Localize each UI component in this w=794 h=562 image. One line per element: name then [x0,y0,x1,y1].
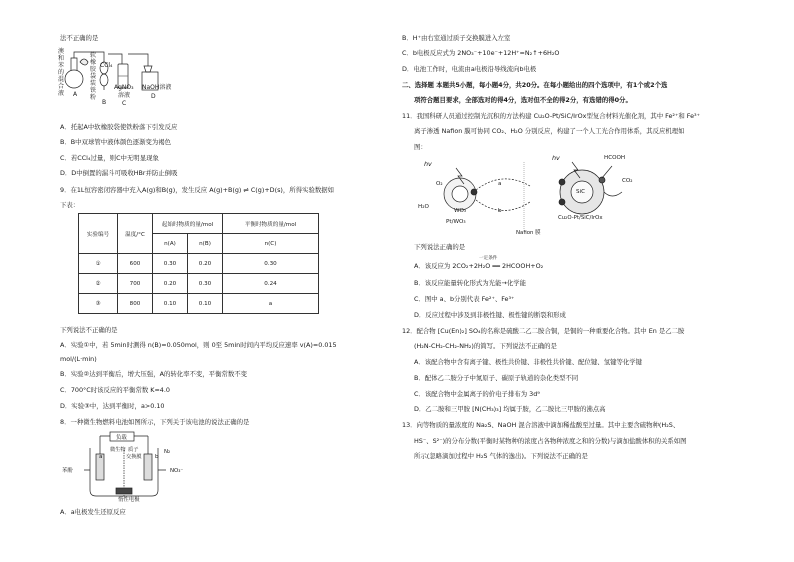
ion-a-label: a [498,181,502,187]
table-cell: 0.10 [153,294,188,314]
solution-label: 溶液 [118,92,131,99]
table-cell: 0.10 [188,294,223,314]
q13-stem-line3: 所示(忽略滴加过程中 H₂S 气体的逸出)。下列说法不正确的是 [414,452,588,460]
membrane-label-2: 交换膜 [126,454,142,460]
letter-b: B [102,99,107,106]
table-cell: 0.24 [223,274,319,294]
q12-option-a: A．该配合物中含有离子键、极性共价键、非极性共价键、配位键、氢键等化学键 [414,358,643,366]
reagent-a-char: 液 [58,90,65,97]
membrane-label-1: 质子 [128,447,139,453]
q12-option-b: B．配体乙二胺分子中氮原子、碳原子轨道的杂化类型不同 [414,374,579,382]
q12-stem-line2: (H₂N-CH₂-CH₂-NH₂)的简写。下列说法不正确的是 [414,342,557,350]
nafion-label: Nafion 膜 [516,230,541,236]
sic-label: SiC [576,189,586,195]
hv-left-label: hv [424,160,432,168]
q13-stem-line1: 13．向等物质的量浓度的 Na₂S、NaOH 混合溶液中滴加稀盐酸至过量。其中主要含硫物种(H₂S、 [402,421,680,429]
q11-option-b: B．该反应能量转化形式为光能→化学能 [414,279,526,287]
section-2-heading: 二、选择题 本题共5小题，每小题4分，共20分。在每小题给出的四个选项中，有1个或2个选 [402,81,668,89]
inert-electrode-label: 惰性电极 [118,497,140,503]
table-cell: 0.20 [188,254,223,274]
table-subheader: n(C) [223,234,319,254]
n2-label: N₂ [164,449,171,455]
section-2-heading-cont: 项符合题目要求，全部选对的得4分，选对但不全的得2分，有选错的得0分。 [414,96,632,104]
rubber-bag-char: 铁 [90,87,97,94]
table-cell: 600 [118,254,153,274]
table-cell: 0.30 [153,254,188,274]
table-header-id: 实验编号 [79,214,118,254]
q7-option-c: C．若CCl₄过量，则C中无明显现象 [60,154,159,162]
letter-a: A [73,91,78,98]
q12-option-c: C．该配合物中金属离子的价电子排布为 3d⁹ [414,390,540,398]
table-cell: ② [79,274,118,294]
microbe-label: 微生物 [110,447,126,453]
nitrate-label: NO₃⁻ [170,468,184,474]
rubber-bag-char: 装 [90,80,97,87]
flask-a-shape [65,70,83,88]
q7-intro: 法不正确的是 [60,34,99,42]
ccl4-label: CCl₄ [100,62,113,69]
q11-stem-line2: 离子渗透 Nafion 膜可协同 CO₂、H₂O 分别反应，构建了一个人工光合作用体系，其反应机理如 [414,127,685,135]
q9-stem-line1: 9．在1L恒容密闭容器中充入A(g)和B(g)，发生反应 A(g)+B(g) ⇌ C(g)+D(s)，所得实验数据如 [60,186,335,194]
reagent-a-char: 合 [58,83,65,90]
q9-option-c: C．700°C时该反应的平衡常数 K=4.0 [60,386,170,394]
rubber-bag-label [90,52,98,101]
letter-c: C [122,100,127,107]
q7-option-b: B．B中双球管中液体颜色逐渐变为褐色 [60,138,172,146]
catalyst-label: Cu₂O-Pt/SiC/IrOx [558,215,603,221]
pt-wo3-label: Pt/WO₃ [446,219,466,225]
rubber-bag-char: 橡 [90,59,97,66]
table-cell: 0.30 [188,274,223,294]
q11-option-c: C．图中 a、b分别代表 Fe²⁺、Fe³⁺ [414,295,515,303]
hcooh-label: HCOOH [604,155,626,161]
left-column [58,0,388,562]
naoh-label: NaOH溶液 [142,84,172,91]
q9-option-a: A．实验①中，若 5min时测得 n(B)=0.050mol，则 0至 5min时间内平均反应速率 v(A)=0.015 [60,341,337,349]
right-column [402,0,747,562]
q11-ask: 下列说法正确的是 [414,243,466,251]
q9-option-b: B．实验②达到平衡后，增大压强，A的转化率不变，平衡常数不变 [60,370,248,378]
reagent-a-char: 混 [58,76,65,83]
table-row [79,254,319,274]
rubber-bag-char: 袋 [90,73,97,80]
rubber-bag-char: 胶 [90,66,97,73]
table-cell: a [223,294,319,314]
q8-option-d: D．电池工作时，电流由a电极沿导线流向b电极 [402,65,537,73]
fuel-cell-diagram [82,430,182,502]
load-label: 负载 [116,435,127,441]
table-header-start: 起始时物质的量/mol [153,214,223,234]
table-cell: 0.20 [153,274,188,294]
agno3-label: AgNO₃ [114,84,134,91]
letter-d: D [151,93,156,100]
q11-stem-line3: 图： [414,143,427,151]
q8-option-c: C．b电极反应式为 2NO₃⁻+10e⁻+12H⁺=N₂↑+6H₂O [402,49,560,57]
rubber-bag-char: 软 [90,52,97,59]
wo3-label: WO₃ [454,208,467,214]
q11-option-d: D．反应过程中涉及到非极性键、极性键的断裂和形成 [414,311,566,319]
table-row [79,294,319,314]
q9-option-a-cont: mol/(L·min) [60,355,97,363]
electrode-a-label: a [99,454,103,460]
table-row [79,274,319,294]
ion-b-label: b [498,208,502,214]
q7-option-a: A．托起A中软橡胶袋使铁粉落下引发反应 [60,123,178,131]
table-subheader: n(B) [188,234,223,254]
hv-right-label: hv [552,154,560,162]
reagent-a-char: 澳 [58,48,65,55]
co2-label: CO₂ [622,178,633,184]
reagent-a-char: 和 [58,55,65,62]
q8-option-b: B．H⁺由右室通过质子交换膜进入左室 [402,34,511,42]
phenol-label: 苯酚 [62,468,73,474]
table-subheader: n(A) [153,234,188,254]
o2-label: O₂ [436,181,443,187]
table-cell: ① [79,254,118,274]
q11-option-a: A．该反应为 2CO₂+2H₂O ══ 2HCOOH+O₂ [414,262,544,270]
q7-option-d: D．D中倒置的漏斗可吸收HBr并防止倒吸 [60,169,178,177]
table-cell: ③ [79,294,118,314]
q8-option-a: A．a电极发生还原反应 [60,508,126,516]
table-cell: 0.30 [223,254,319,274]
table-header-temp: 温度/°C [118,214,153,254]
q12-stem-line1: 12．配合物 [Cu(En)₂] SO₄的名称是硫酸二乙二胺合铜，是铜的一种重要化合物。其中 En 是乙二胺 [402,327,685,335]
q9-ask: 下列说法不正确的是 [60,326,118,334]
table-header-eq: 平衡时物质的量/mol [223,214,319,234]
table-cell: 700 [118,274,153,294]
q8-stem: 8．一种微生物燃料电池如图所示，下列关于该电池的说法正确的是 [60,418,250,426]
reagent-a-char: 苯 [58,62,65,69]
reaction-condition-label: 一定条件 [479,256,498,261]
h2o-label: H₂O [418,204,429,210]
q11-stem-line1: 11．我国科研人员通过控制光沉积的方法构建 Cu₂O-Pt/SiC/IrOx型复合材料光催化剂，其中 Fe²⁺和 Fe³⁺ [402,112,700,120]
q9-stem-line2: 下表： [60,201,80,209]
table-cell: 800 [118,294,153,314]
experiment-data-table [78,213,319,314]
q9-option-d: D．实验③中，达到平衡时，a>0.10 [60,402,165,410]
reagent-a-label [58,48,66,97]
q13-stem-line2: HS⁻、S²⁻)的分布分数(平衡时某物种的浓度占各物种浓度之和的分数)与滴加盐酸体积的关系如图 [414,437,687,445]
electrode-b-label: b [155,454,159,460]
q12-option-d: D．乙二胺和三甲胺 [N(CH₃)₃] 均属于胺，乙二胺比三甲胺的沸点高 [414,405,606,413]
rubber-bag-char: 粉 [90,94,97,101]
reagent-a-char: 的 [58,69,65,76]
